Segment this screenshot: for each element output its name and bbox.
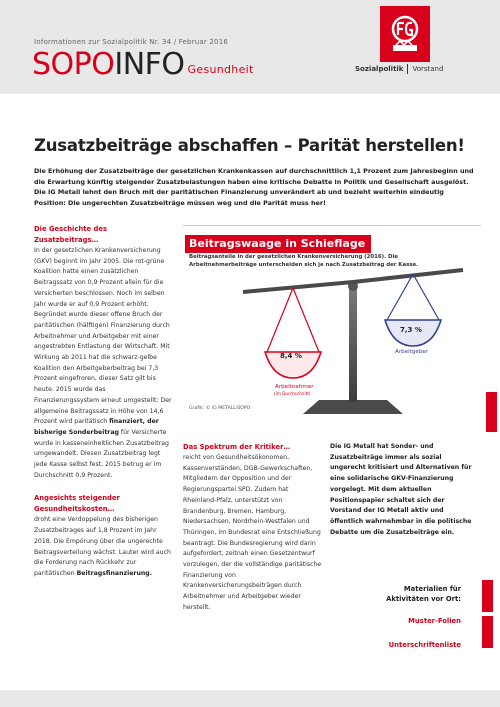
costs-heading: Angesichts steigender Gesundheitskosten… [34,494,120,514]
critics-heading: Das Spektrum der Kritiker… [183,443,291,451]
column-history [34,224,172,580]
materials-heading-2: Aktivitäten vor Ort: [386,595,461,603]
costs-text-part: droht eine Verdoppelung des bisherigen Zusatzbeitrages auf 1,8 Prozent im Jahr 2018. Die Empörung über die ungerechte Beitragsverteilung wächst. Lauter wird auch die Forderung nach Rückkehr zur paritätischen [34,516,171,577]
history-text-bold: finanziert, der bisherige Sonderbeitrag [34,418,159,436]
materials-box [343,584,461,649]
org-department: Sozialpolitik [355,65,404,73]
costs-text [34,515,172,579]
right-pan-label: Arbeitgeber [395,349,429,355]
column-position [330,442,476,538]
brand-info: INFO [114,47,185,82]
right-pan-strings [387,274,439,320]
balance-scale [183,226,481,418]
brand-sopo: SOPO [32,47,115,82]
left-pan-note: (im Durchschnitt) [274,391,311,396]
article-title: Zusatzbeiträge abschaffen – Parität herstellen! [34,136,465,155]
footer-band [0,690,500,707]
link-muster-folien[interactable]: Muster-Folien [408,617,461,625]
history-heading: Die Geschichte des Zusatzbeitrags… [34,225,107,244]
ig-metall-logo [380,6,430,62]
ig-metall-emblem-icon [388,14,422,54]
scale-post [349,284,357,402]
left-pan-label: Arbeitnehmer [275,384,314,390]
left-pan-strings [267,288,319,352]
chart-subtitle: Beitragsanteile in der gesetzlichen Krankenversicherung (2016). Die Arbeitnehmerbeiträge unterscheiden sich je nach Zusatzbeitrag der Kasse. [189,254,419,268]
history-text-part-1: In der gesetzlichen Krankenversicherung (GKV) beginnt im Jahr 2005. Die rot-grüne Koalition hatte einen zusätzlichen Beitragssatz von 0,9 Prozent allein für die Versicherten beschlossen. Noch im selben Jahr wurde er auf 0,9 Prozent erhöht. Begründet wurde dieser offene Bruch der paritätischen (hälftigen) Finanzierung durch Arbeitnehmer und Arbeitgeber mit einer angestrebten Entlastung der Wirtschaft. Mit Wirkung ab 2011 hat die schwarz-gelbe Koalition den Arbeitgeberbeitrag bei 7,3 Prozent eingefroren, dieser Satz gilt bis heute. 2015 wurde das Finanzierungssystem erneut umgestellt: Der allgemeine Beitragssatz in Höhe von 14,6 Prozent wird paritätisch [34,247,172,426]
history-text-part-2: für Versicherte wurde in kasseneinheitlichen Zusatzbeitrag umgewandelt. Diesen Zusatzbeitrag legt jede Kasse selbst fest, 2015 betrug er im Durchschnitt 0,9 Prozent. [34,428,169,479]
side-tab-top [486,392,497,432]
issue-line: Informationen zur Sozialpolitik Nr. 34 / Februar 2016 [34,38,229,46]
org-separator [407,64,408,74]
chart-credit: Grafik: © IG METALL/SOPO [189,406,251,411]
left-pan-value: 8,4 % [280,352,302,360]
brand-subtitle: Gesundheit [187,63,254,76]
org-name [355,64,443,74]
chart-title: Beitragswaage in Schieflage [185,235,371,253]
article-lead: Die Erhöhung der Zusatzbeiträge der gesetzlichen Krankenkassen auf durchschnittlich 1,1 Prozent zum Jahresbeginn und die Erwartung künftig steigender Zusatzbelastungen haben eine kritische Debatte in Politik und Gesellschaft ausgelöst. Die IG Metall lehnt den Bruch mit der paritätischen Finanzierung unverändert ab und bezieht weiterhin eindeutig Position: Die ungerechten Zusatzbeiträge müssen weg und die Parität muss her! [34,167,474,207]
column-critics [183,442,323,614]
costs-text-bold: Beitragsfinanzierung. [76,569,153,577]
materials-heading-1: Materialien für [403,585,461,593]
right-pan-value: 7,3 % [400,326,422,334]
sopoinfo-logo [32,47,254,82]
link-unterschriftenliste[interactable]: Unterschriftenliste [388,641,461,649]
side-tab-mid [482,580,493,612]
position-text: Die IG Metall hat Sonder- und Zusatzbeiträge immer als sozial ungerecht kritisiert und Alternativen für eine solidarische GKV-Finanzierung vorgelegt. Mit dem aktuellen Positionspapier schaltet sich der Vorstand der IG Metall aktiv und öffentlich wahrnehmbar in die politische Debatte um die Zusatzbeiträge ein. [330,443,472,536]
scale-base [303,400,403,414]
critics-text: reicht von Gesundheitsökonomen, Kassenverständen, DGB-Gewerkschaften, Mitgliedern der Opposition und der Regierungspartei SPD. Zudem hat Rheinland-Pfalz, unterstützt von Brandenburg, Bremen, Hamburg, Niedersachsen, Nordrhein-Westfalen und Thüringen, im Bundesrat eine Entschließung beantragt. Die Bundesregierung wird darin aufgefordert, zeitnah einen Gesetzentwurf vorzulegen, der die vollständige paritätische Finanzierung von Krankenversicherungsbeiträgen durch Arbeitnehmer und Arbeitgeber wieder herstellt. [183,454,322,611]
side-tab-bottom [482,616,493,648]
scale-infographic [183,225,481,417]
org-board: Vorstand [412,65,444,73]
history-text [34,246,172,481]
